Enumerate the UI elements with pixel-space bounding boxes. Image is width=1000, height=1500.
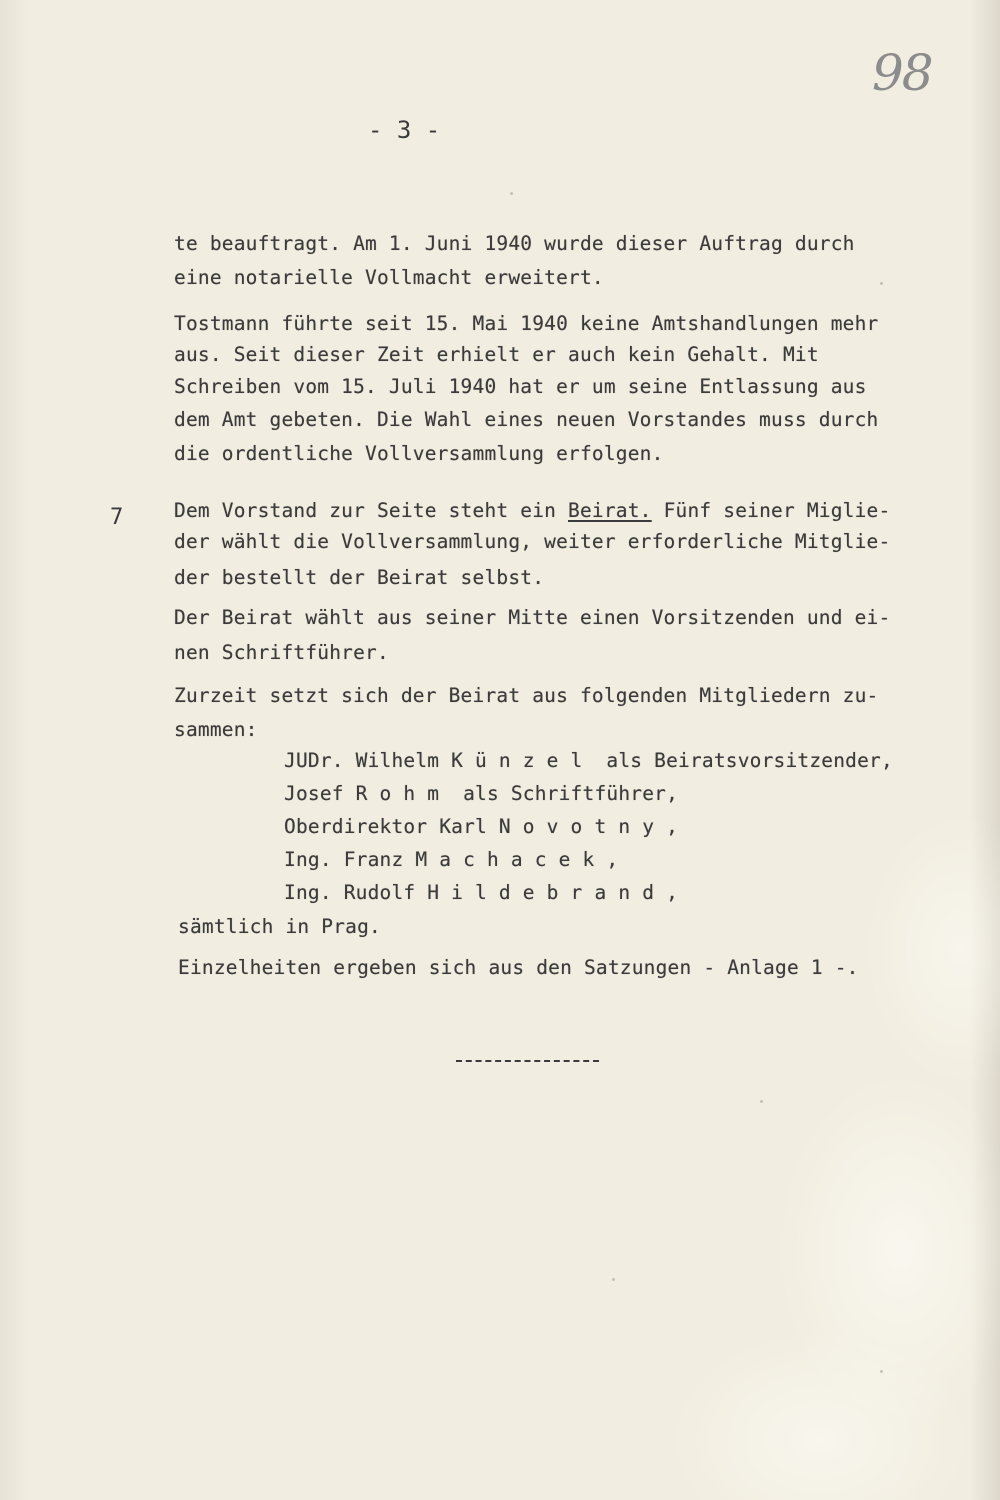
closing-rule bbox=[456, 1060, 599, 1062]
paragraph-3-line-1-prefix: Dem Vorstand zur Seite steht ein bbox=[174, 499, 569, 522]
member-list-item: Ing. Rudolf H i l d e b r a n d , bbox=[284, 881, 679, 904]
archive-number: 98 bbox=[872, 44, 932, 102]
page-number: - 3 - bbox=[368, 116, 441, 144]
paragraph-2-line-4: dem Amt gebeten. Die Wahl eines neuen Vorstandes muss durch bbox=[174, 408, 879, 431]
paragraph-2-line-3: Schreiben vom 15. Juli 1940 hat er um seine Entlassung aus bbox=[174, 375, 867, 398]
member-list-item: Oberdirektor Karl N o v o t n y , bbox=[284, 815, 679, 838]
member-list-item: Ing. Franz M a c h a c e k , bbox=[284, 848, 619, 871]
paragraph-4-line-1: Der Beirat wählt aus seiner Mitte einen Vorsitzenden und ei- bbox=[174, 606, 891, 629]
paragraph-4-line-2: nen Schriftführer. bbox=[174, 641, 389, 664]
paragraph-1-line-1: te beauftragt. Am 1. Juni 1940 wurde dieser Auftrag durch bbox=[174, 232, 855, 255]
paper-speck bbox=[880, 282, 883, 285]
closing-location: sämtlich in Prag. bbox=[178, 915, 381, 938]
paragraph-2-line-2: aus. Seit dieser Zeit erhielt er auch kein Gehalt. Mit bbox=[174, 343, 819, 366]
paragraph-3-line-1-suffix: Fünf seiner Miglie- bbox=[651, 499, 891, 522]
paragraph-2-line-5: die ordentliche Vollversammlung erfolgen. bbox=[174, 442, 664, 465]
paragraph-3-line-3: der bestellt der Beirat selbst. bbox=[174, 566, 545, 589]
paragraph-3-line-2: der wählt die Vollversammlung, weiter erforderliche Mitglie- bbox=[174, 530, 891, 553]
paragraph-5-line-1: Zurzeit setzt sich der Beirat aus folgenden Mitgliedern zu- bbox=[174, 684, 879, 707]
paper-speck bbox=[612, 1278, 615, 1281]
paper-speck bbox=[880, 1370, 883, 1373]
member-list-item: JUDr. Wilhelm K ü n z e l als Beiratsvorsitzender, bbox=[284, 749, 893, 772]
paragraph-1-line-2: eine notarielle Vollmacht erweitert. bbox=[174, 266, 604, 289]
paragraph-2-line-1: Tostmann führte seit 15. Mai 1940 keine Amtshandlungen mehr bbox=[174, 312, 879, 335]
paper-speck bbox=[760, 1100, 763, 1103]
member-list-item: Josef R o h m als Schriftführer, bbox=[284, 782, 679, 805]
paragraph-5-line-2: sammen: bbox=[174, 718, 258, 741]
paragraph-3-line-1 bbox=[174, 501, 890, 521]
closing-reference: Einzelheiten ergeben sich aus den Satzungen - Anlage 1 -. bbox=[178, 956, 859, 979]
beirat-term: Beirat. bbox=[568, 499, 652, 522]
section-number: 7 bbox=[110, 505, 124, 530]
paper-speck bbox=[510, 192, 513, 195]
